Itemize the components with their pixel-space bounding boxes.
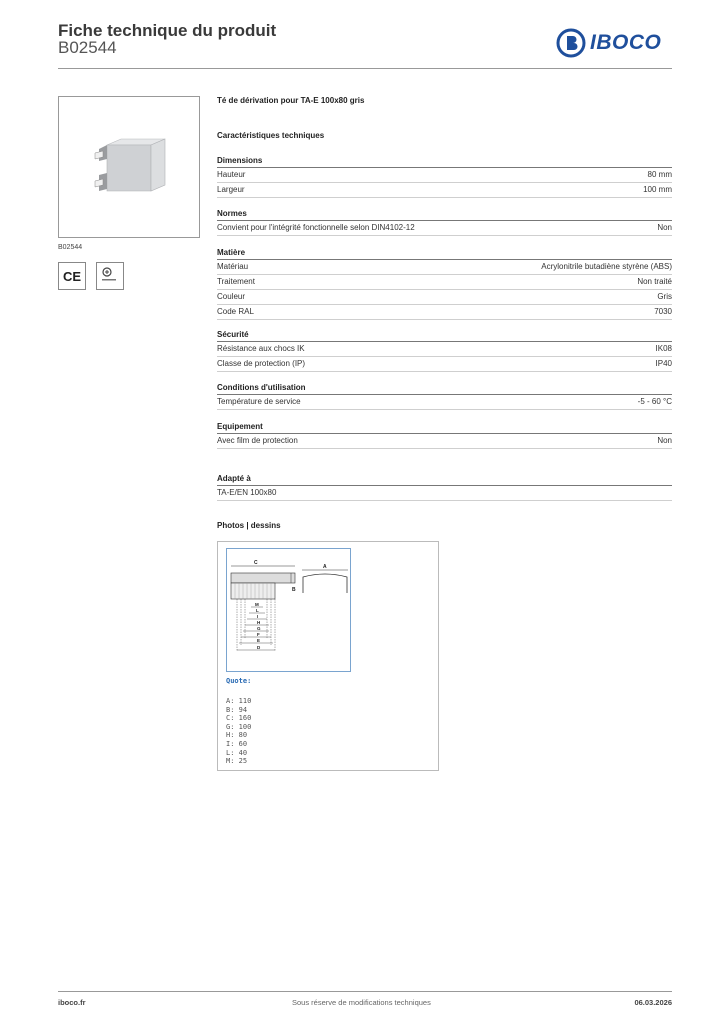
dimension-drawing-icon <box>227 549 350 671</box>
spec-row <box>217 221 672 236</box>
dim-label-l: L <box>256 608 259 613</box>
quote-item: G: 100 <box>226 722 252 731</box>
section-adapte <box>217 473 672 501</box>
spec-value: 7030 <box>654 307 672 316</box>
product-image <box>58 96 200 238</box>
spec-row <box>217 290 672 305</box>
quote-title: Quote: <box>226 677 252 685</box>
photo-box <box>217 541 439 771</box>
spec-value: Acrylonitrile butadiène styrène (ABS) <box>541 262 672 271</box>
spec-value: Non traité <box>637 277 672 286</box>
section-title: Dimensions <box>217 155 672 168</box>
section-dimensions <box>217 155 672 198</box>
spec-value: 100 mm <box>643 185 672 194</box>
spec-row <box>217 395 672 410</box>
dim-label-m: M <box>255 602 259 607</box>
image-caption: B02544 <box>58 244 83 251</box>
spec-label: Traitement <box>217 277 255 286</box>
dim-label-i: I <box>257 614 259 619</box>
footer-divider <box>58 991 672 992</box>
page-title: Fiche technique du produit <box>58 21 277 40</box>
technical-drawing <box>226 548 351 672</box>
quote-item: M: 25 <box>226 757 248 766</box>
spec-value: IP40 <box>655 359 672 368</box>
section-title: Matière <box>217 247 672 260</box>
section-securite <box>217 329 672 372</box>
spec-value: Gris <box>657 292 672 301</box>
iboco-logo-icon <box>556 28 586 58</box>
quote-item: C: 160 <box>226 714 252 723</box>
product-code: B02544 <box>58 38 117 57</box>
dim-label-e: E <box>257 638 261 643</box>
header-divider <box>58 68 672 69</box>
footer-website[interactable]: iboco.fr <box>58 998 86 1007</box>
footer-disclaimer: Sous réserve de modifications techniques <box>292 998 431 1007</box>
product-name: Té de dérivation pour TA-E 100x80 gris <box>217 96 365 105</box>
certification-icon <box>97 263 123 289</box>
section-title: Adapté à <box>217 473 672 486</box>
ce-badge <box>58 262 86 290</box>
spec-row <box>217 168 672 183</box>
spec-label: Résistance aux chocs IK <box>217 344 305 353</box>
dim-label-h: H <box>257 620 261 625</box>
spec-row <box>217 357 672 372</box>
quote-item: L: 40 <box>226 748 248 757</box>
quote-item: I: 60 <box>226 739 248 748</box>
spec-label: Température de service <box>217 397 301 406</box>
tech-heading: Caractéristiques techniques <box>217 131 325 140</box>
spec-label: Code RAL <box>217 307 254 316</box>
section-matiere <box>217 247 672 320</box>
dim-label-f: F <box>257 632 260 637</box>
section-title: Sécurité <box>217 329 672 342</box>
section-conditions <box>217 382 672 410</box>
section-normes <box>217 208 672 236</box>
spec-value: -5 - 60 °C <box>637 397 672 406</box>
quote-item: A: 110 <box>226 697 252 705</box>
spec-row <box>217 183 672 198</box>
dim-label-g: G <box>257 626 261 631</box>
spec-value: IK08 <box>655 344 672 353</box>
spec-value: Non <box>657 223 672 232</box>
footer-date: 06.03.2026 <box>634 998 672 1007</box>
spec-label: TA-E/EN 100x80 <box>217 488 277 497</box>
section-title: Normes <box>217 208 672 221</box>
spec-row <box>217 260 672 275</box>
brand-name: IBOCO <box>590 31 662 54</box>
tee-junction-image <box>59 97 199 237</box>
spec-label: Matériau <box>217 262 249 271</box>
spec-label: Classe de protection (IP) <box>217 359 306 368</box>
spec-value: 80 mm <box>647 170 672 179</box>
spec-row <box>217 434 672 449</box>
section-title: Equipement <box>217 421 672 434</box>
spec-row <box>217 305 672 320</box>
certification-badge <box>96 262 124 290</box>
brand-logo <box>556 28 661 58</box>
dim-label-b: B <box>292 587 296 593</box>
dim-label-c: C <box>254 560 258 566</box>
spec-label: Convient pour l'intégrité fonctionnelle selon DIN4102-12 <box>217 223 415 232</box>
dim-label-d: D <box>257 645 261 650</box>
spec-label: Avec film de protection <box>217 436 298 445</box>
quote-item: H: 80 <box>226 731 248 740</box>
section-title: Conditions d'utilisation <box>217 382 672 395</box>
photos-heading: Photos | dessins <box>217 521 281 530</box>
quote-item: B: 94 <box>226 705 248 714</box>
spec-value: Non <box>657 436 672 445</box>
spec-row <box>217 275 672 290</box>
spec-row <box>217 486 672 501</box>
quote-list <box>226 697 251 766</box>
ce-mark: CE <box>62 268 82 284</box>
section-equipement <box>217 421 672 449</box>
spec-label: Couleur <box>217 292 246 301</box>
spec-label: Hauteur <box>217 170 246 179</box>
spec-label: Largeur <box>217 185 245 194</box>
spec-row <box>217 342 672 357</box>
dim-label-a: A <box>323 564 327 570</box>
